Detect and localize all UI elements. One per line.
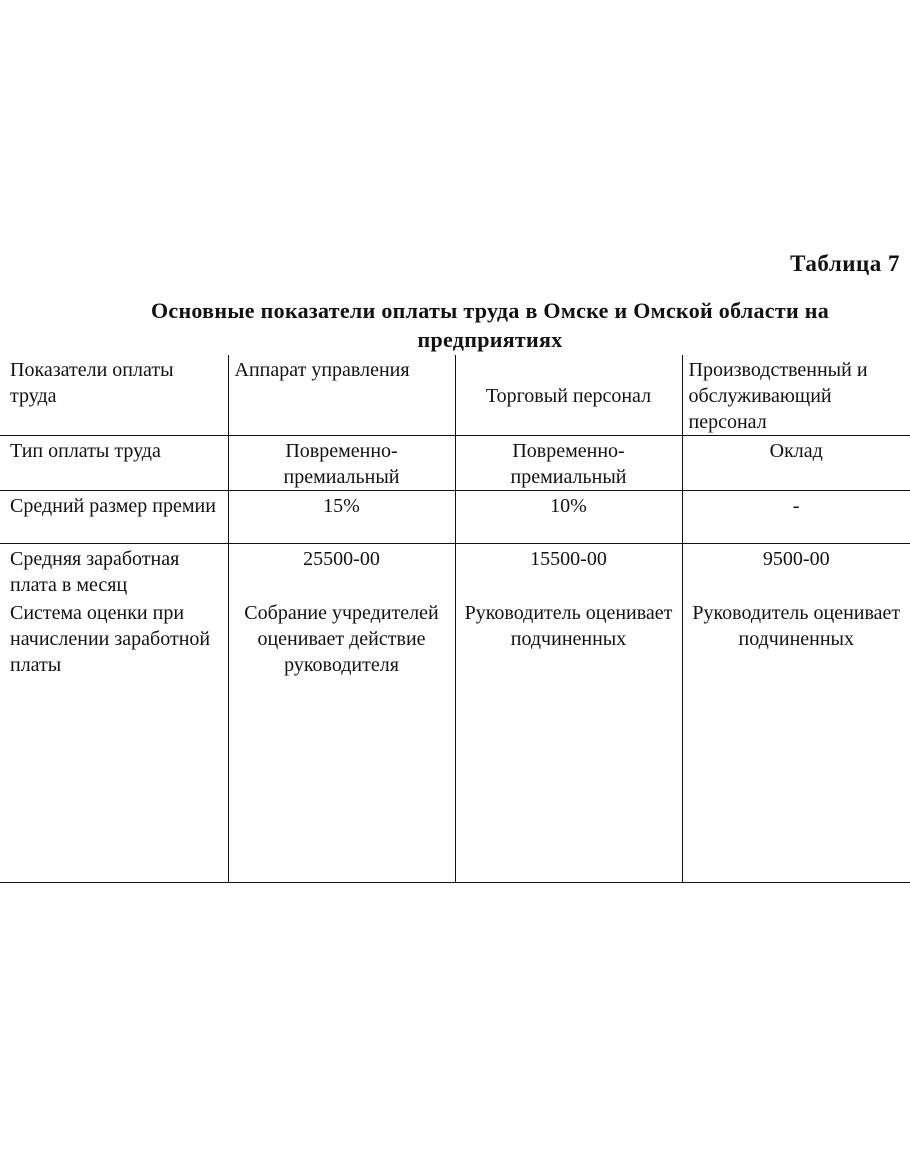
cell-production-pay-type: Оклад <box>682 436 910 491</box>
wage-indicators-table <box>0 355 910 883</box>
header-trade-staff: Торговый персонал <box>455 355 682 436</box>
cell-management-salary: 25500-00 <box>228 544 455 599</box>
cell-trade-evaluation: Руководитель оценивает подчиненных <box>455 598 682 883</box>
cell-trade-bonus: 10% <box>455 491 682 544</box>
cell-trade-salary: 15500-00 <box>455 544 682 599</box>
cell-trade-pay-type: Повременно-премиальный <box>455 436 682 491</box>
header-production-staff: Производственный и обслуживающий персонал <box>682 355 910 436</box>
cell-production-salary: 9500-00 <box>682 544 910 599</box>
row-label-bonus: Средний размер премии <box>0 491 228 544</box>
table-row <box>0 598 910 883</box>
table-row <box>0 491 910 544</box>
table-header-row <box>0 355 910 436</box>
table-caption: Таблица 7 <box>790 251 900 276</box>
cell-management-evaluation: Собрание учредителей оценивает действие руководителя <box>228 598 455 883</box>
row-label-evaluation: Система оценки при начислении заработной платы <box>0 598 228 883</box>
table-row <box>0 544 910 599</box>
table-title: Основные показатели оплаты труда в Омске и Омской области на предприятиях <box>150 298 830 352</box>
cell-management-bonus: 15% <box>228 491 455 544</box>
header-management: Аппарат управления <box>228 355 455 436</box>
cell-management-pay-type: Повременно-премиальный <box>228 436 455 491</box>
table-row <box>0 436 910 491</box>
header-indicators: Показатели оплаты труда <box>0 355 228 436</box>
row-label-pay-type: Тип оплаты труда <box>0 436 228 491</box>
row-label-salary: Средняя заработная плата в месяц <box>10 548 180 596</box>
cell-production-bonus: - <box>682 491 910 544</box>
cell-production-evaluation: Руководитель оценивает подчиненных <box>682 598 910 883</box>
